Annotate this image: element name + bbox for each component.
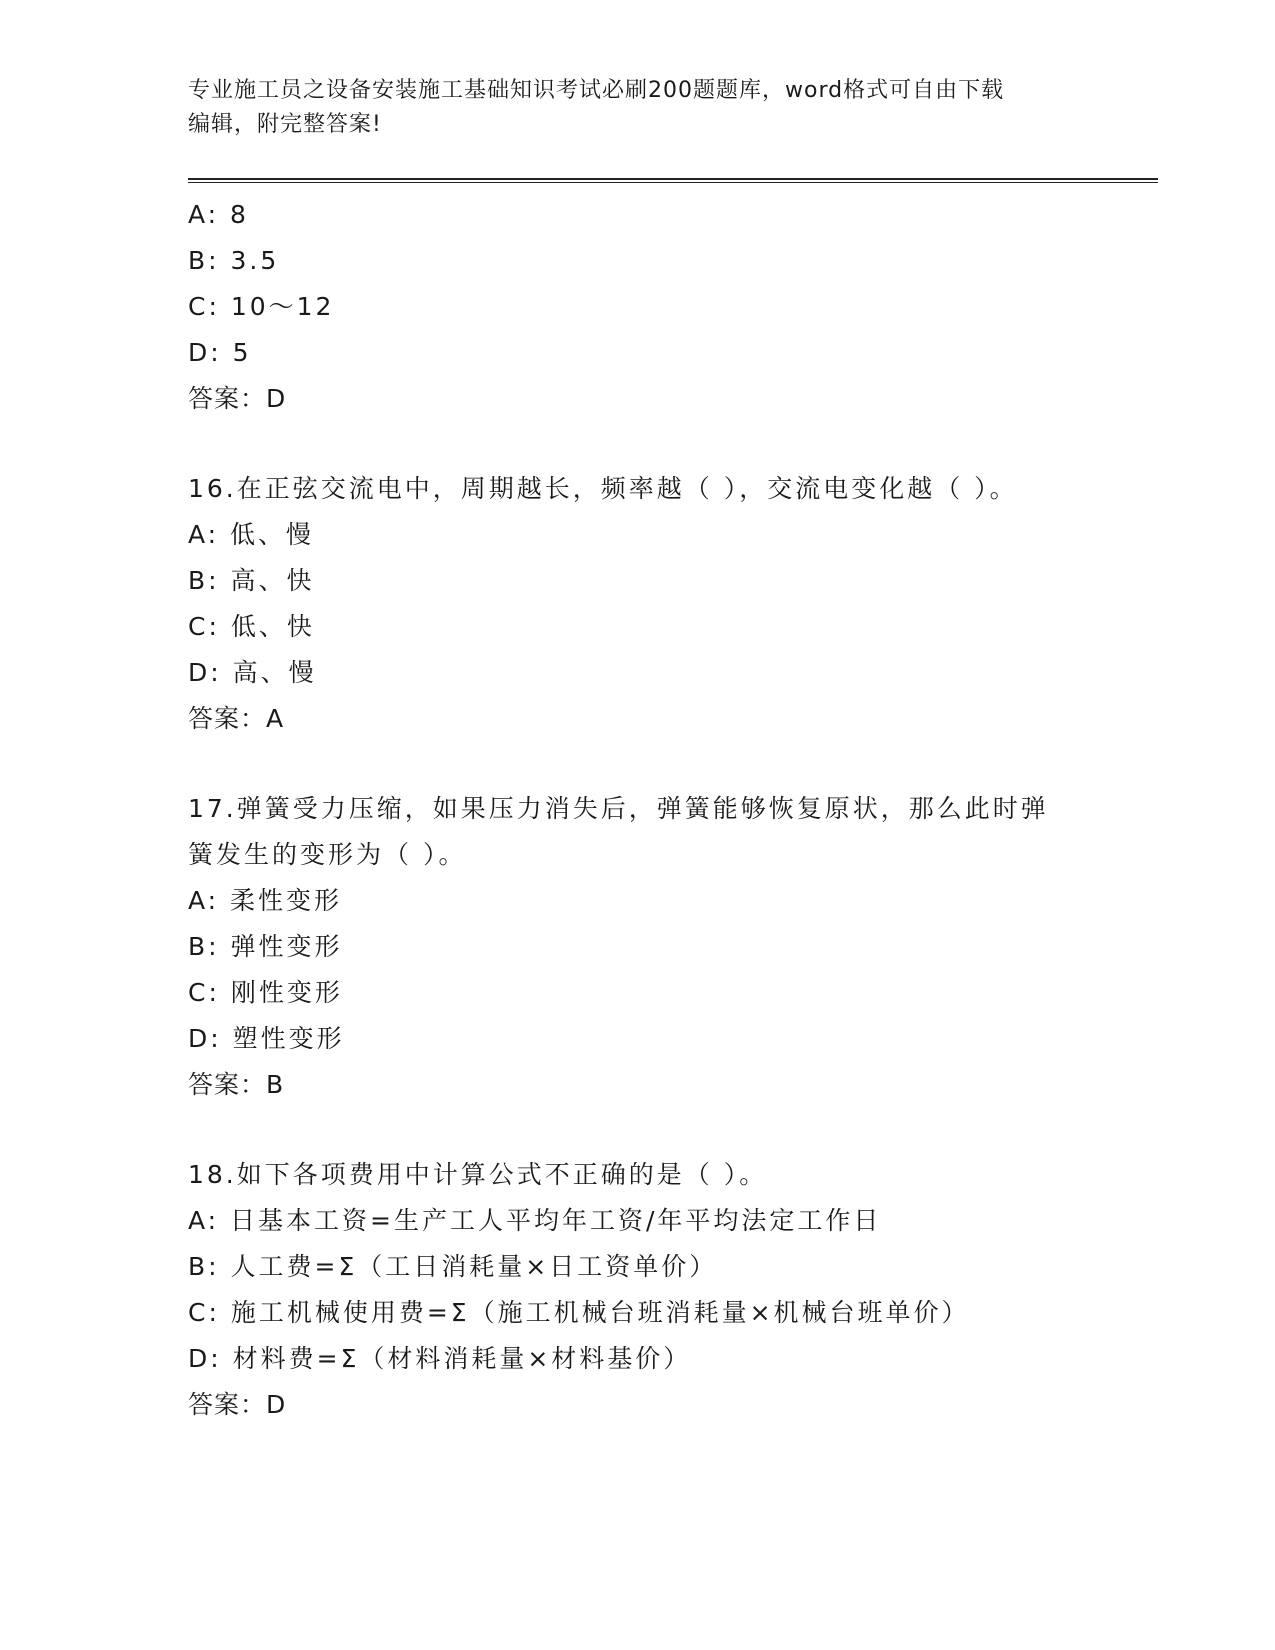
option-b: B: 弹性变形 — [188, 932, 343, 961]
option-d: D: 塑性变形 — [188, 1024, 345, 1053]
option-b: B: 人工费=Σ（工日消耗量×日工资单价） — [188, 1252, 718, 1281]
answer: 答案：A — [188, 704, 285, 733]
option-a: A: 8 — [188, 200, 249, 229]
header-line-1: 专业施工员之设备安装施工基础知识考试必刷200题题库，word格式可自由下载 — [188, 78, 1005, 103]
question-text: 16.在正弦交流电中，周期越长，频率越（ ），交流电变化越（ ）。 — [188, 474, 1018, 503]
question-text-line-2: 簧发生的变形为（ ）。 — [188, 840, 467, 869]
option-d: D: 高、慢 — [188, 658, 317, 687]
option-c: C: 低、快 — [188, 612, 315, 641]
document-header — [188, 74, 1088, 142]
option-d: D: 5 — [188, 338, 252, 367]
option-b: B: 3.5 — [188, 246, 280, 275]
header-line-2: 编辑，附完整答案! — [188, 112, 382, 137]
header-divider — [188, 178, 1158, 183]
option-a: A: 柔性变形 — [188, 886, 343, 915]
answer: 答案：D — [188, 1390, 287, 1419]
question-text: 18.如下各项费用中计算公式不正确的是（ ）。 — [188, 1160, 768, 1189]
answer: 答案：D — [188, 384, 287, 413]
question-text-line-1: 17.弹簧受力压缩，如果压力消失后，弹簧能够恢复原状，那么此时弹 — [188, 794, 1049, 823]
option-c: C: 10～12 — [188, 292, 335, 321]
question-15 — [188, 192, 1178, 422]
option-c: C: 施工机械使用费=Σ（施工机械台班消耗量×机械台班单价） — [188, 1298, 970, 1327]
option-b: B: 高、快 — [188, 566, 315, 595]
option-a: A: 日基本工资=生产工人平均年工资/年平均法定工作日 — [188, 1206, 882, 1235]
option-d: D: 材料费=Σ（材料消耗量×材料基价） — [188, 1344, 692, 1373]
question-16 — [188, 466, 1178, 742]
answer: 答案：B — [188, 1070, 285, 1099]
option-a: A: 低、慢 — [188, 520, 315, 549]
option-c: C: 刚性变形 — [188, 978, 343, 1007]
question-list — [188, 192, 1178, 1428]
question-17 — [188, 786, 1178, 1108]
question-18 — [188, 1152, 1178, 1428]
